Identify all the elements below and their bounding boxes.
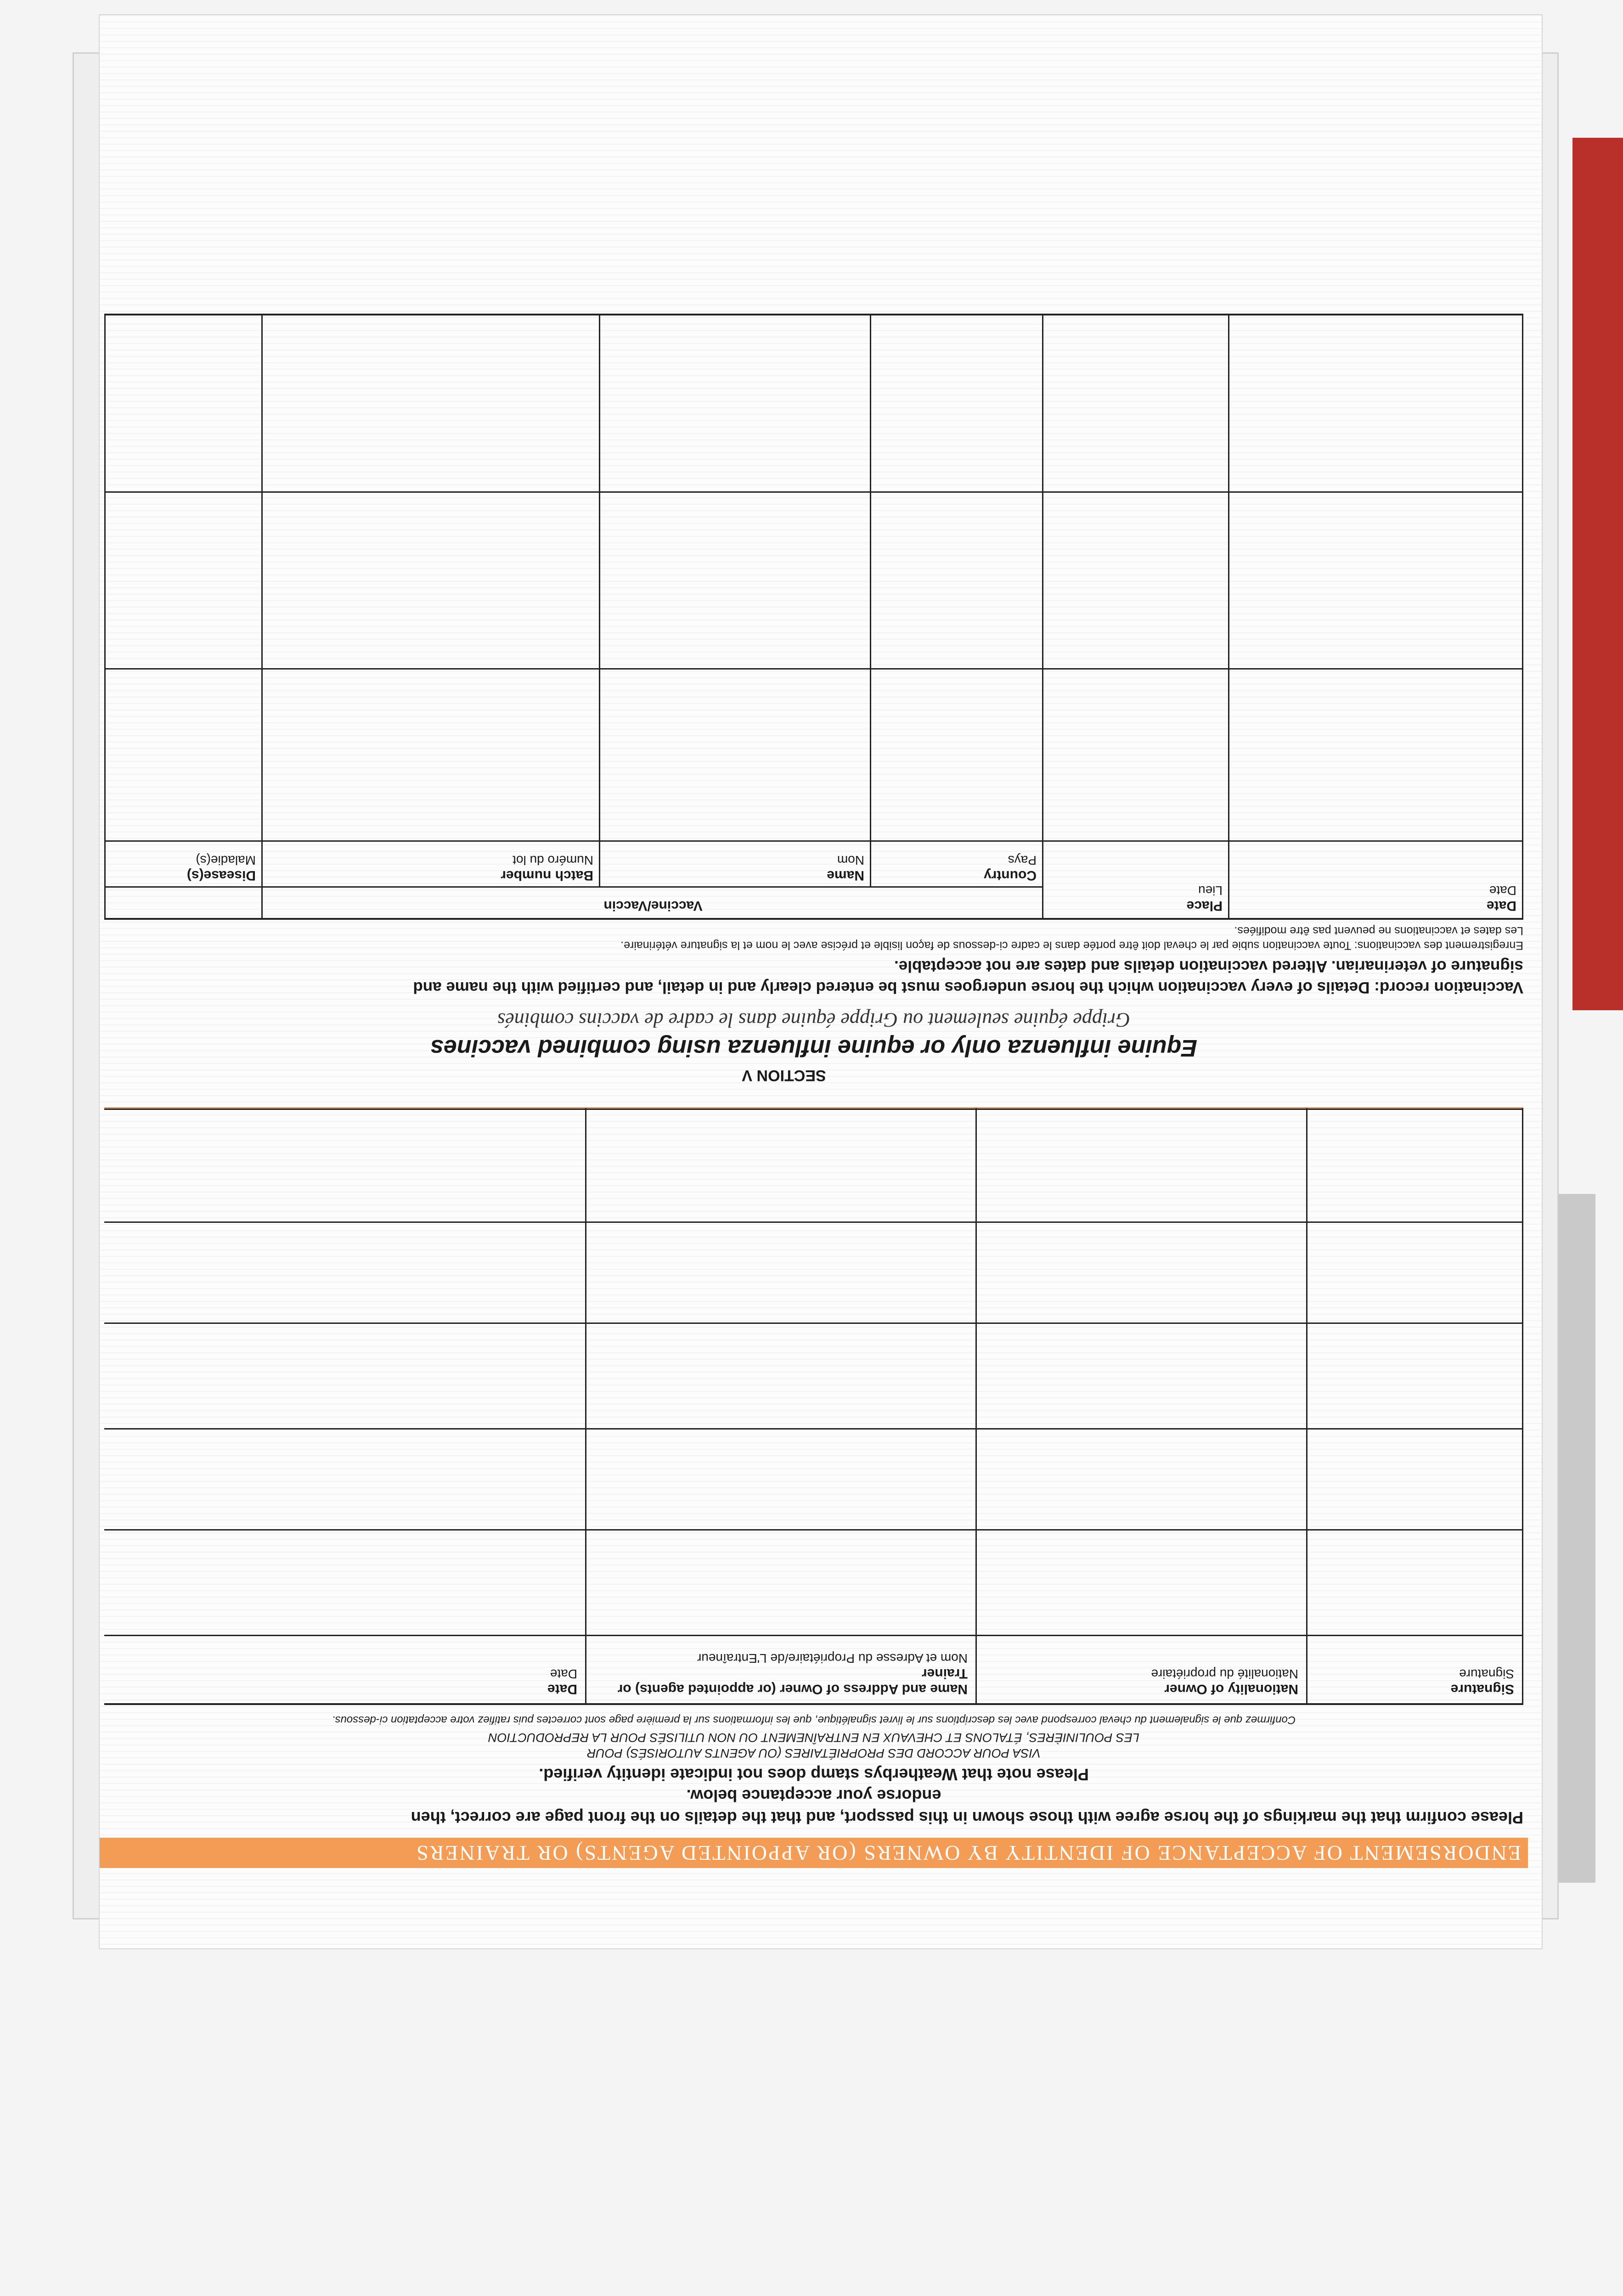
col-country: Country Pays bbox=[984, 853, 1037, 883]
col-date: Date Date bbox=[1486, 884, 1516, 913]
passport-cover-edge bbox=[1572, 138, 1623, 1010]
record-instruction-2: signature of veterinarian. Altered vaccination details and dates are not acceptable. bbox=[894, 957, 1523, 975]
col-diseases: Disease(s) Maladie(s) bbox=[186, 853, 256, 883]
passport-page bbox=[99, 14, 1543, 1949]
record-instruction: Vaccination record: Details of every vaccination which the horse undergoes must be entered clearly and in detail, and certified with the name and bbox=[413, 979, 1523, 996]
french-visa-line-2: LES POULINIÈRES, ÉTALONS ET CHEVAUX EN ENTRAÎNEMENT OU NON UTILISÉS POUR LA REPRODUCTION bbox=[488, 1731, 1139, 1745]
endorsement-instruction-2: endorse your acceptance below. bbox=[686, 1786, 941, 1805]
endorsement-banner: ENDORSEMENT OF ACCEPTANCE OF IDENTITY BY OWNERS (OR APPOINTED AGENTS) OR TRAINERS bbox=[100, 1838, 1528, 1868]
record-instruction-fr-2: Les dates et vaccinations ne peuvent pas être modifiées. bbox=[1234, 924, 1523, 937]
endorse-col-signature: Signature Signature bbox=[1450, 1667, 1514, 1697]
endorsement-instruction: Please confirm that the markings of the horse agree with those shown in this passport, and that the details on the front page are correct, then bbox=[411, 1808, 1523, 1827]
col-place: Place Lieu bbox=[1186, 884, 1223, 913]
french-confirm: Confirmez que le signalement du cheval correspond avec les descriptions sur le livret signalétique, que les informations sur la première page sont correctes puis ratifiez votre acceptation ci-dessous. bbox=[332, 1714, 1296, 1726]
endorse-col-nationality: Nationality of Owner Nationalité du propriétaire bbox=[1151, 1667, 1298, 1697]
record-instruction-fr: Enregistrement des vaccinations: Toute vaccination subie par le cheval doit être portée dans le cadre ci-dessous de façon lisible et précise avec le nom et la signature vétérinaire. bbox=[620, 939, 1523, 952]
section-title-fr: Grippe équine seulement ou Grippe équine dans le cadre de vaccins combinés bbox=[497, 1009, 1130, 1031]
vaccination-table bbox=[104, 314, 1523, 920]
french-visa-line-1: VISA POUR ACCORD DES PROPRIÉTAIRES (OU AGENTS AUTORISÉS) POUR bbox=[586, 1746, 1041, 1760]
endorsement-table bbox=[104, 1108, 1523, 1705]
col-name: Name Nom bbox=[827, 853, 864, 883]
endorse-col-date: Date Date bbox=[547, 1667, 577, 1697]
col-batch: Batch number Numéro du lot bbox=[501, 853, 593, 883]
col-vaccine-group: Vaccine/Vaccin bbox=[603, 898, 703, 913]
weatherbys-note: Please note that Weatherbys stamp does not indicate identity verified. bbox=[539, 1765, 1089, 1784]
section-heading: SECTION V bbox=[742, 1067, 826, 1084]
section-title: Equine influenza only or equine influenza using combined vaccines bbox=[430, 1035, 1198, 1061]
endorse-col-name-address: Name and Address of Owner (or appointed agents) or Trainer Nom et Adresse du Propriétaire/de L'Entraîneur bbox=[617, 1651, 968, 1697]
